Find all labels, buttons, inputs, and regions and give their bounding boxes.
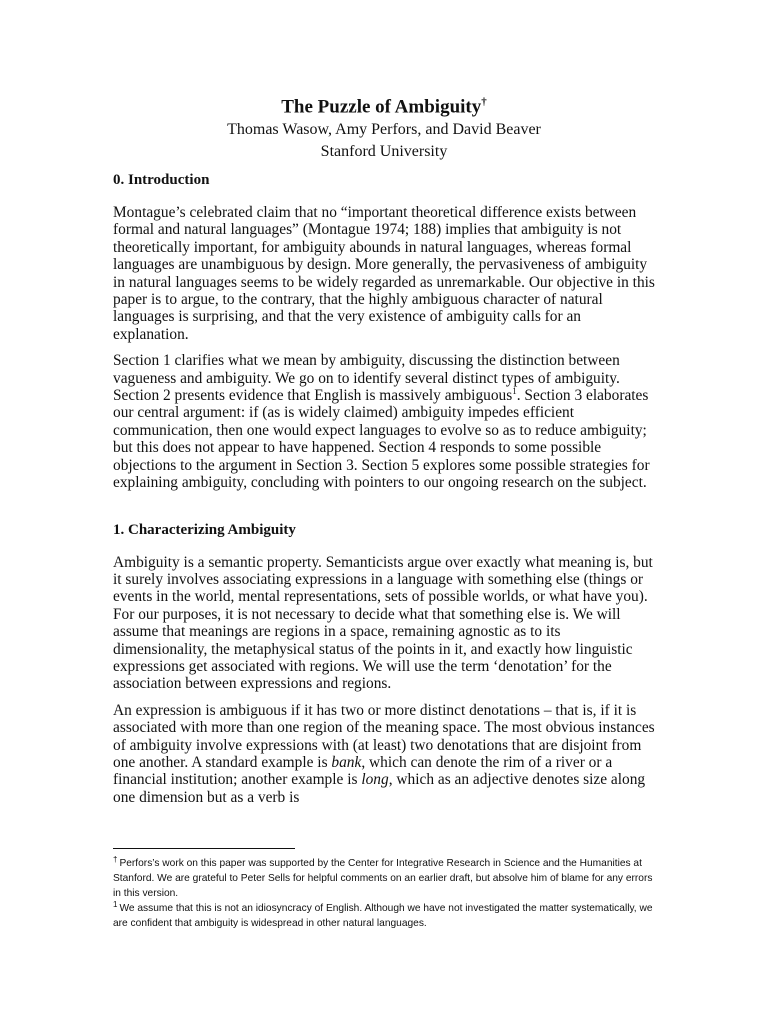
s1-p2-text-c: , which as an adjective denotes size along one dimension but as a verb is: [113, 771, 646, 806]
intro-p2-text-a: Section 1 clarifies what we mean by ambiguity, discussing the distinction between vagueness and ambiguity. We go on to identify several distinct types of ambiguity. Section 2 presents evidence that English is massively ambiguous: [113, 352, 620, 405]
footnote-text: We assume that this is not an idiosyncracy of English. Although we have not investigated the matter systematically, we are confident that ambiguity is widespread in other natural languages.: [113, 903, 653, 929]
section1-paragraph-1: Ambiguity is a semantic property. Semanticists argue over exactly what meaning is, but it surely involves associating expressions in a language with something else (things or events in the world, mental representations, sets of possible worlds, or what have you). For our purposes, it is not necessary to decide what that something else is. We will assume that meanings are regions in a space, remaining agnostic as to its dimensionality, the metaphysical status of the points in it, and exactly how linguistic expressions get associated with regions. We will use the term ‘denotation’ for the association between expressions and regions.: [113, 553, 653, 693]
intro-paragraph-2: [113, 352, 658, 491]
s1-p2-text-b: , which can denote the rim of a river or a financial institution; another example is: [113, 753, 613, 789]
intro-p2-text-b: . Section 3 elaborates our central argument: if (as is widely claimed) ambiguity impedes efficient communication, then one would expect languages to evolve so as to reduce ambiguity; but this does not appear to have happened. Section 4 responds to some possible objections to the argument in Section 3. Section 5 explores some possible strategies for explaining ambiguity, concluding with pointers to our ongoing research on the subject.: [113, 387, 650, 492]
footnote-1: [113, 901, 653, 931]
example-word-bank: bank: [331, 753, 362, 771]
example-word-long: long: [361, 771, 389, 789]
section1-paragraph-2: [113, 702, 658, 806]
title-text: The Puzzle of Ambiguity: [281, 96, 482, 118]
footnote-text: Perfors’s work on this paper was supported by the Center for Integrative Research in Science and the Humanities at Stanford. We are grateful to Peter Sells for helpful comments on an earlier draft, but absolve him of blame for any errors in this version.: [113, 858, 653, 899]
author-list: Thomas Wasow, Amy Perfors, and David Beaver: [227, 121, 541, 139]
footnote-separator: [113, 848, 295, 849]
footnote-mark: 1: [113, 899, 118, 909]
footnote-dagger: [113, 856, 653, 901]
affiliation: Stanford University: [320, 143, 448, 161]
intro-paragraph-1: Montague’s celebrated claim that no “important theoretical difference exists between formal and natural languages” (Montague 1974; 188) implies that ambiguity is not theoretically important, for ambiguity abounds in natural languages, whereas formal languages are unambiguous by design. More generally, the pervasiveness of ambiguity in natural languages seems to be widely regarded as unremarkable. Our objective in this paper is to argue, to the contrary, that the highly ambiguous character of natural languages is surprising, and that the very existence of ambiguity calls for an explanation.: [113, 204, 655, 343]
section-1-heading: 1. Characterizing Ambiguity: [113, 521, 296, 538]
section-0-heading: 0. Introduction: [113, 172, 210, 188]
paper-title: [0, 90, 768, 119]
paper-header: [0, 90, 768, 163]
footnote-mark: †: [113, 854, 118, 864]
s1-p2-text-a: An expression is ambiguous if it has two or more distinct denotations – that is, if it is associated with more than one region of the meaning space. The most obvious instances of ambiguity involve expressions with (at least) two denotations that are disjoint from one another. A standard example is: [113, 701, 655, 771]
title-footnote-mark[interactable]: †: [481, 96, 487, 108]
paper-body: [113, 170, 658, 815]
footnote-ref-1[interactable]: 1: [512, 385, 517, 396]
footnotes: [113, 856, 653, 931]
